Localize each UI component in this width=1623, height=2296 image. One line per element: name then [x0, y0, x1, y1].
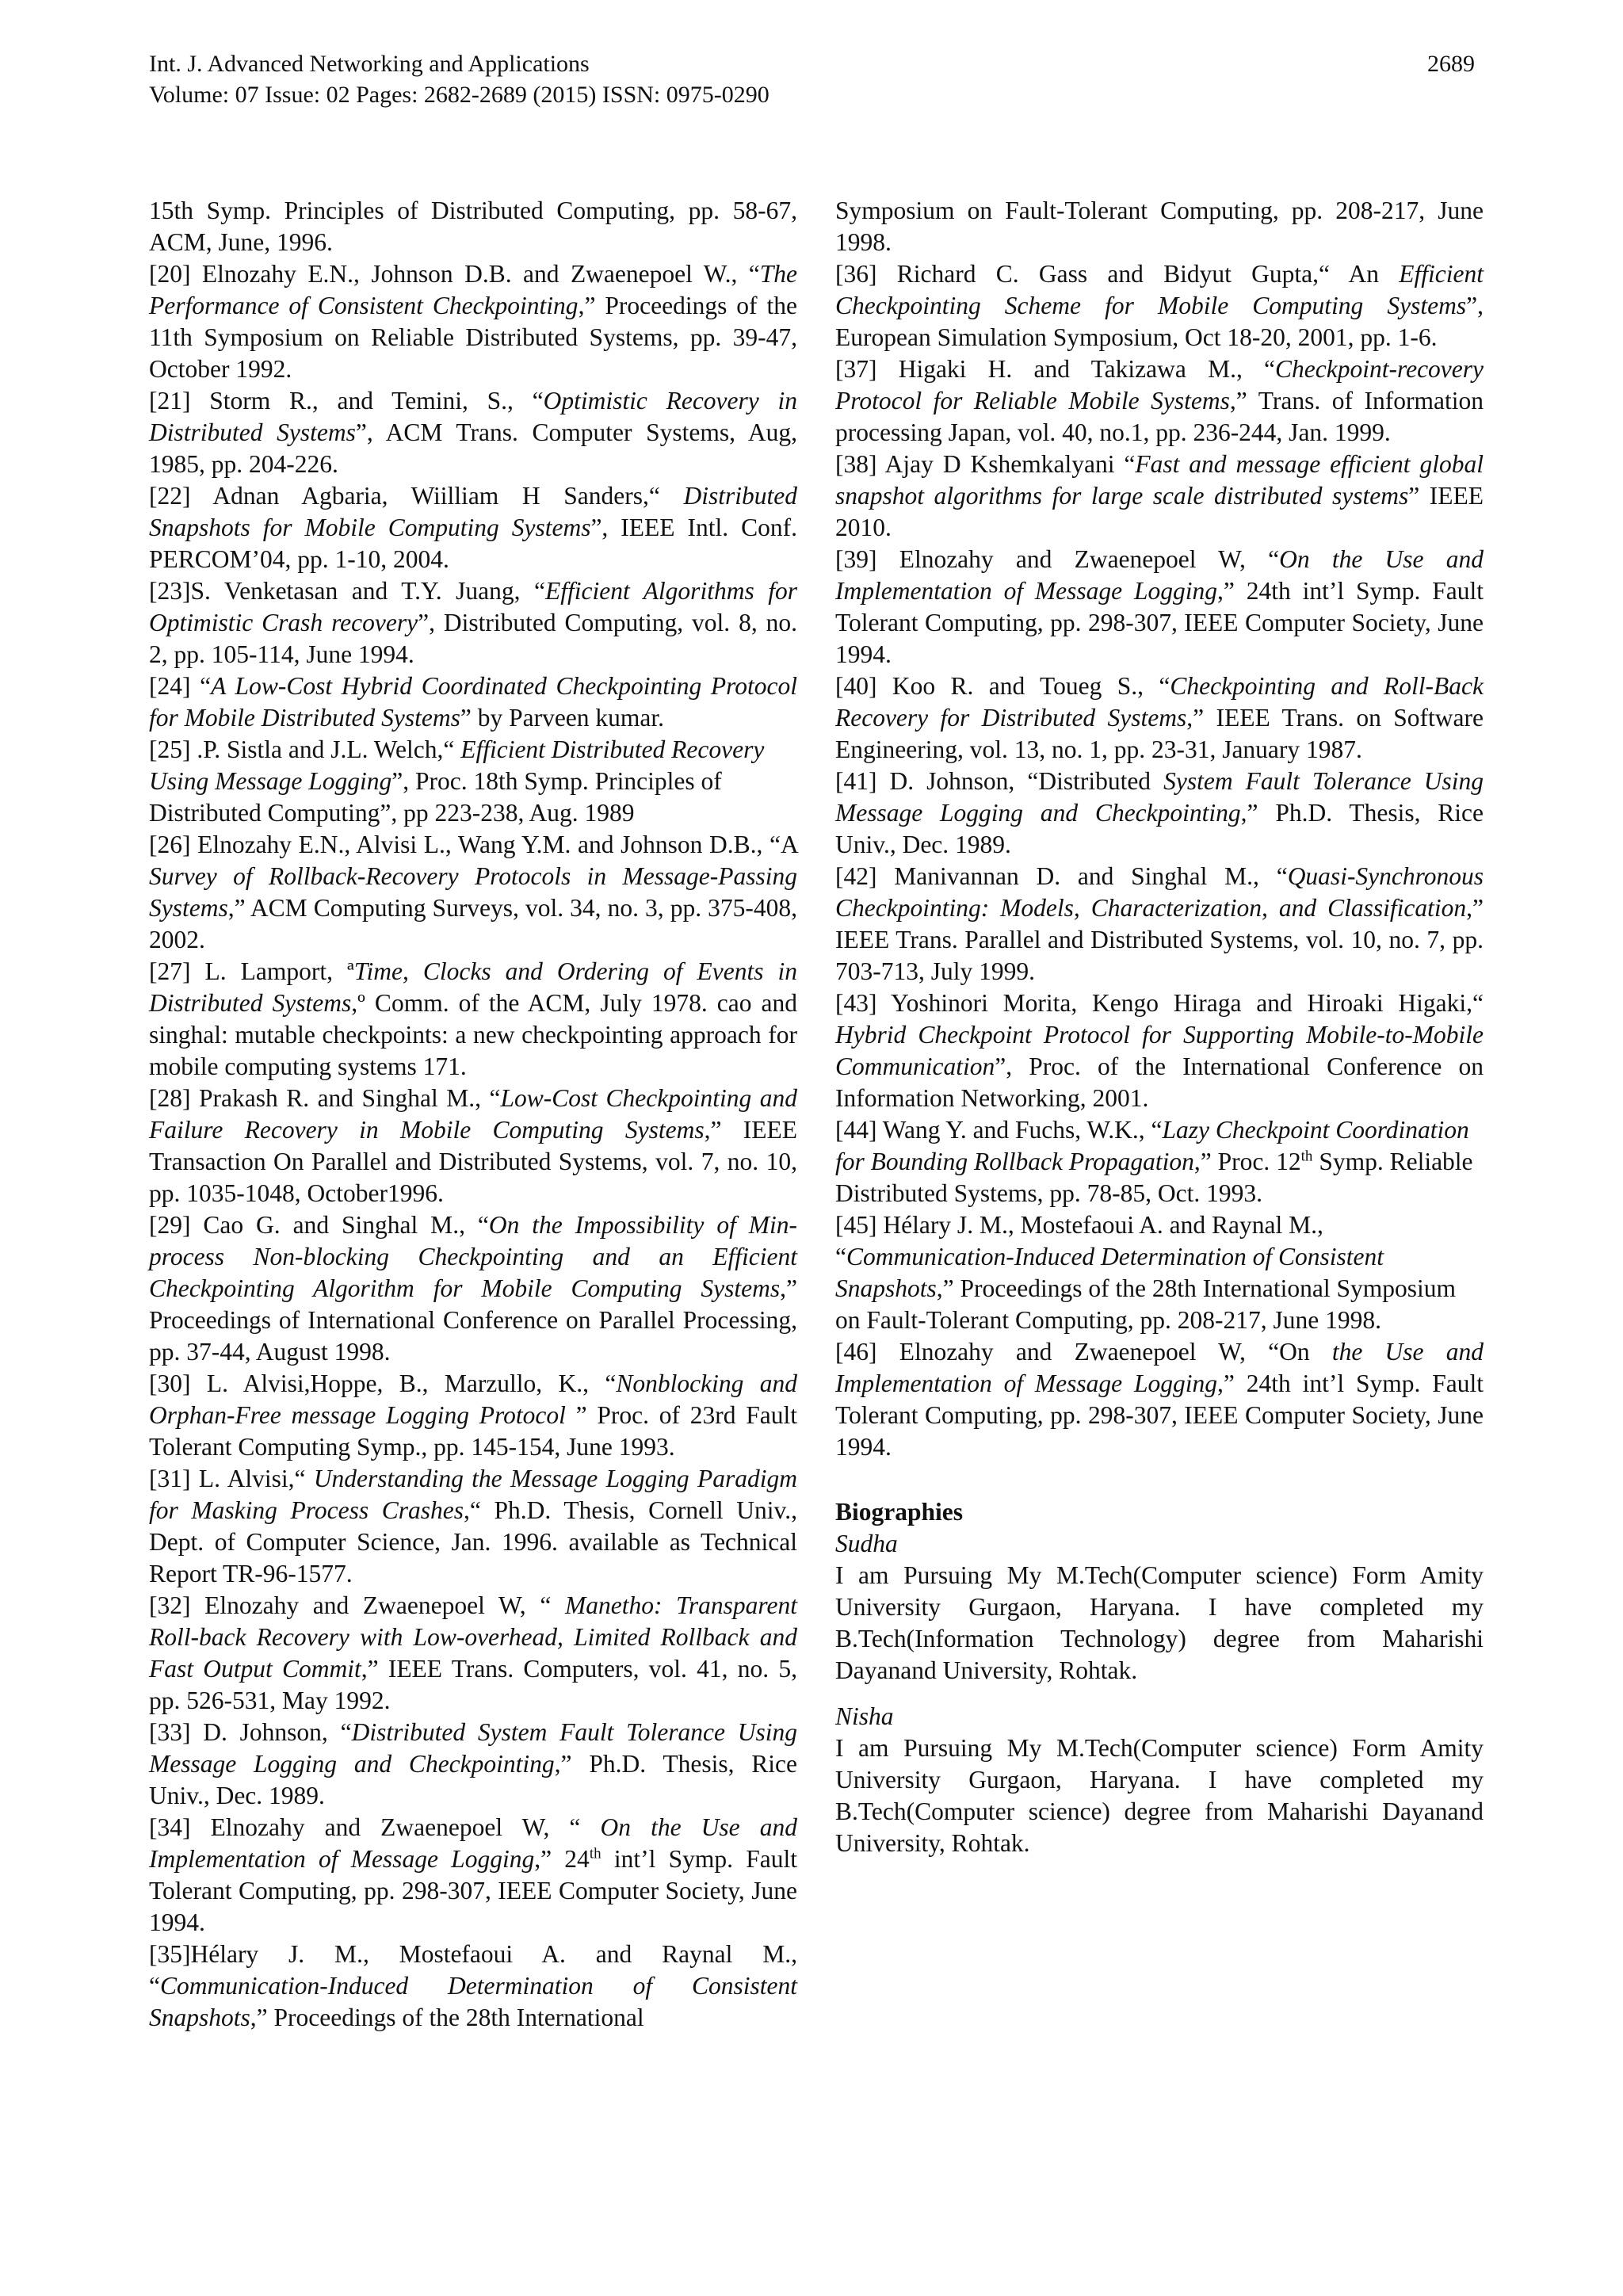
reference-entry: [835, 1209, 1484, 1336]
reference-text: ,” Proc. 12: [1193, 1148, 1301, 1175]
reference-text: [44] Wang Y. and Fuchs, W.K., “: [835, 1116, 1163, 1144]
reference-text: ”, ACM Trans. Computer Systems, Aug, 1985, pp. 204-226.: [149, 418, 798, 478]
reference-entry: [149, 1812, 797, 1939]
reference-text: ,” Proceedings of the 28th International: [250, 2004, 644, 2031]
reference-text: [38] Ajay D Kshemkalyani “: [835, 450, 1136, 478]
reference-entry: [835, 449, 1484, 544]
reference-entry: [149, 195, 797, 258]
reference-text: [39] Elnozahy and Zwaenepoel W, “: [835, 545, 1280, 573]
reference-entry: [835, 861, 1484, 988]
reference-text: ,” IEEE Trans. on Software Engineering, vol. 13, no. 1, pp. 23-31, January 1987.: [835, 704, 1484, 763]
reference-text: [22] Adnan Agbaria, Wiilliam H Sanders,“: [149, 482, 684, 510]
reference-entry: [149, 670, 797, 734]
reference-entry: [149, 829, 797, 956]
reference-text: ”, Proc. 18th Symp. Principles of Distributed Computing”, pp 223-238, Aug. 1989: [149, 767, 722, 827]
reference-title: Communication-Induced Determination of Consistent Snapshots: [835, 1243, 1384, 1302]
biographies-heading: Biographies: [835, 1498, 964, 1526]
reference-text: ,” IEEE Transaction On Parallel and Distributed Systems, vol. 7, no. 10, pp. 1035-1048, October1996.: [149, 1116, 797, 1207]
reference-title: Lazy Checkpoint Coordination for Bounding Rollback Propagation: [835, 1116, 1469, 1175]
reference-title: Understanding the Message Logging Paradigm for Masking Process Crashes: [149, 1465, 797, 1524]
reference-text: ,” IEEE Trans. Parallel and Distributed Systems, vol. 10, no. 7, pp. 703-713, July 1999.: [835, 894, 1484, 985]
reference-entry: [149, 1590, 797, 1717]
ordinal-superscript: th: [589, 1845, 601, 1862]
reference-title: Distributed Snapshots for Mobile Computing Systems: [149, 482, 797, 541]
ordinal-superscript: th: [1300, 1148, 1313, 1165]
reference-title: Checkpointing and Roll-Back Recovery for Distributed Systems: [835, 672, 1484, 732]
reference-title: Communication-Induced Determination of Consistent Snapshots: [149, 1972, 797, 2031]
reference-text: [28] Prakash R. and Singhal M., “: [149, 1084, 501, 1112]
reference-title: Hybrid Checkpoint Protocol for Supporting Mobile-to-Mobile Communication: [835, 1021, 1484, 1080]
reference-entry: [149, 1368, 797, 1463]
reference-text: ,” Trans. of Information processing Japan, vol. 40, no.1, pp. 236-244, Jan. 1999.: [835, 387, 1484, 446]
reference-title: Optimistic Recovery in Distributed Systems: [149, 387, 798, 446]
reference-title: Time, Clocks and Ordering of Events in Distributed Systems: [149, 957, 797, 1017]
reference-text: ”, Proc. of the International Conference on Information Networking, 2001.: [835, 1052, 1484, 1112]
reference-entry: [835, 258, 1484, 353]
bio-text-nisha: I am Pursuing My M.Tech(Computer science) Form Amity University Gurgaon, Haryana. I have completed my B.Tech(Computer science) degree from Maharishi Dayanand University, Rohtak.: [835, 1734, 1484, 1857]
reference-text: ”, Distributed Computing, vol. 8, no. 2, pp. 105-114, June 1994.: [149, 609, 797, 668]
reference-text: [45] Hélary J. M., Mostefaoui A. and Raynal M., “: [835, 1211, 1323, 1270]
reference-title: System Fault Tolerance Using Message Logging and Checkpointing: [835, 767, 1484, 827]
reference-title: Nonblocking and Orphan-Free message Logging Protocol: [149, 1370, 797, 1429]
reference-text: ,” Proceedings of the 11th Symposium on Reliable Distributed Systems, pp. 39-47, October 1992.: [149, 292, 797, 383]
reference-text: ” Proc. of 23rd Fault Tolerant Computing Symp., pp. 145-154, June 1993.: [149, 1401, 797, 1461]
reference-entry: [149, 258, 797, 385]
reference-text: [23]S. Venketasan and T.Y. Juang, “: [149, 577, 546, 605]
reference-text: [42] Manivannan D. and Singhal M., “: [835, 862, 1288, 890]
reference-text: [26] Elnozahy E.N., Alvisi L., Wang Y.M. and Johnson D.B., “A: [149, 831, 797, 858]
reference-text: [40] Koo R. and Toueg S., “: [835, 672, 1170, 700]
reference-entry: [149, 480, 797, 575]
reference-text: [43] Yoshinori Morita, Kengo Hiraga and Hiroaki Higaki,“: [835, 989, 1484, 1017]
reference-text: [30] L. Alvisi,Hoppe, B., Marzullo, K., “: [149, 1370, 617, 1397]
bio-name-sudha: Sudha: [835, 1530, 898, 1557]
reference-entry: [835, 195, 1484, 258]
reference-title: the Use and Implementation of Message Logging: [835, 1338, 1484, 1397]
volume-issue-line: Volume: 07 Issue: 02 Pages: 2682-2689 (2015) ISSN: 0975-0290: [149, 82, 769, 108]
reference-entry: [149, 1463, 797, 1590]
bio-name-nisha: Nisha: [835, 1702, 894, 1730]
reference-entry: [149, 1717, 797, 1812]
reference-text: ”, European Simulation Symposium, Oct 18-20, 2001, pp. 1-6.: [835, 292, 1484, 351]
reference-title: Low-Cost Checkpointing and Failure Recovery in Mobile Computing Systems: [149, 1084, 797, 1144]
reference-text: [24] “: [149, 672, 212, 700]
reference-text: ,” ACM Computing Surveys, vol. 34, no. 3, pp. 375-408, 2002.: [149, 894, 797, 953]
reference-title: Fast and message efficient global snapshot algorithms for large scale distributed systems: [835, 450, 1484, 510]
reference-text: [35]Hélary J. M., Mostefaoui A. and Raynal M., “: [149, 1940, 797, 2000]
reference-title: Efficient Algorithms for Optimistic Crash recovery: [149, 577, 797, 636]
reference-text: ,” 24th int’l Symp. Fault Tolerant Computing, pp. 298-307, IEEE Computer Society, June 1994.: [835, 577, 1484, 668]
reference-text: Symp. Reliable Distributed Systems, pp. 78-85, Oct. 1993.: [835, 1148, 1473, 1207]
reference-text: 15th Symp. Principles of Distributed Computing, pp. 58-67, ACM, June, 1996.: [149, 197, 797, 256]
reference-text: [33] D. Johnson, “: [149, 1718, 352, 1746]
reference-entry: [149, 734, 797, 829]
reference-text: [36] Richard C. Gass and Bidyut Gupta,“ An: [835, 260, 1400, 288]
reference-entry: [149, 385, 797, 480]
reference-text: ,” Proceedings of the 28th International Symposium on Fault-Tolerant Computing, pp. 208-217, June 1998.: [835, 1274, 1457, 1334]
reference-entry: [149, 1083, 797, 1209]
reference-text: [46] Elnozahy and Zwaenepoel W, “On: [835, 1338, 1332, 1366]
reference-entry: [149, 956, 797, 1083]
reference-entry: [149, 1939, 797, 2034]
right-reference-list: [835, 195, 1484, 1463]
reference-entry: [835, 988, 1484, 1114]
reference-entry: [835, 766, 1484, 861]
reference-title: Checkpoint-recovery Protocol for Reliable Mobile Systems: [835, 355, 1484, 415]
reference-title: The Performance of Consistent Checkpointing: [149, 260, 797, 319]
reference-title: Quasi-Synchronous Checkpointing: Models, Characterization, and Classification: [835, 862, 1484, 922]
reference-entry: [149, 575, 797, 670]
reference-title: Survey of Rollback-Recovery Protocols in Message-Passing Systems: [149, 862, 797, 922]
reference-text: ,” 24th int’l Symp. Fault Tolerant Computing, pp. 298-307, IEEE Computer Society, June 1994.: [835, 1370, 1484, 1461]
reference-entry: [835, 1336, 1484, 1463]
reference-entry: [835, 544, 1484, 670]
reference-text: [34] Elnozahy and Zwaenepoel W, “: [149, 1813, 601, 1841]
reference-title: Distributed System Fault Tolerance Using Message Logging and Checkpointing: [149, 1718, 798, 1778]
reference-text: [25] .P. Sistla and J.L. Welch,“: [149, 735, 461, 763]
reference-text: ” by Parveen kumar.: [460, 704, 665, 732]
journal-title: Int. J. Advanced Networking and Applications: [149, 51, 590, 77]
reference-text: [37] Higaki H. and Takizawa M., “: [835, 355, 1276, 383]
reference-title: On the Use and Implementation of Message Logging: [835, 545, 1484, 605]
reference-title: On the Use and Implementation of Message Logging: [149, 1813, 797, 1873]
reference-text: ” IEEE 2010.: [835, 482, 1484, 541]
reference-title: Efficient Checkpointing Scheme for Mobile Computing Systems: [835, 260, 1484, 319]
reference-entry: [149, 1209, 797, 1368]
page-number: 2689: [1427, 51, 1475, 77]
reference-text: ,“ Ph.D. Thesis, Cornell Univ., Dept. of Computer Science, Jan. 1996. available as Technical Report TR-96-1577.: [149, 1496, 797, 1587]
bio-text-sudha: I am Pursuing My M.Tech(Computer science) Form Amity University Gurgaon, Haryana. I have completed my B.Tech(Information Technology) degree from Maharishi Dayanand University, Rohtak.: [835, 1561, 1484, 1684]
reference-text: ”, IEEE Intl. Conf. PERCOM’04, pp. 1-10, 2004.: [149, 514, 797, 573]
reference-text: ,º Comm. of the ACM, July 1978. cao and singhal: mutable checkpoints: a new checkpointing approach for mobile computing systems 171.: [149, 989, 797, 1080]
reference-text: ,” IEEE Trans. Computers, vol. 41, no. 5, pp. 526-531, May 1992.: [149, 1655, 797, 1714]
reference-text: [20] Elnozahy E.N., Johnson D.B. and Zwaenepoel W., “: [149, 260, 760, 288]
reference-text: [29] Cao G. and Singhal M., “: [149, 1211, 489, 1239]
reference-text: [27] L. Lamport, ª: [149, 957, 354, 985]
reference-text: [32] Elnozahy and Zwaenepoel W, “: [149, 1591, 565, 1619]
reference-title: A Low-Cost Hybrid Coordinated Checkpointing Protocol for Mobile Distributed Systems: [149, 672, 797, 732]
reference-title: Manetho: Transparent Roll-back Recovery with Low-overhead, Limited Rollback and Fast Output Commit: [149, 1591, 797, 1683]
reference-text: ,” Proceedings of International Conference on Parallel Processing, pp. 37-44, August 1998.: [149, 1274, 797, 1366]
reference-text: ,” Ph.D. Thesis, Rice Univ., Dec. 1989.: [149, 1750, 797, 1809]
reference-text: ,” 24: [534, 1845, 590, 1873]
reference-text: ,” Ph.D. Thesis, Rice Univ., Dec. 1989.: [835, 799, 1484, 858]
left-column: [149, 195, 797, 2034]
reference-entry: [835, 353, 1484, 449]
reference-text: Symposium on Fault-Tolerant Computing, pp. 208-217, June 1998.: [835, 197, 1484, 256]
reference-title: On the Impossibility of Min-process Non-blocking Checkpointing and an Efficient Checkpointing Algorithm for Mobile Computing Systems: [149, 1211, 797, 1302]
reference-text: [41] D. Johnson, “Distributed: [835, 767, 1164, 795]
reference-title: Efficient Distributed Recovery Using Message Logging: [149, 735, 765, 795]
reference-text: int’l Symp. Fault Tolerant Computing, pp. 298-307, IEEE Computer Society, June 1994.: [149, 1845, 797, 1936]
reference-text: [21] Storm R., and Temini, S., “: [149, 387, 544, 415]
reference-entry: [835, 670, 1484, 766]
reference-entry: [835, 1114, 1484, 1209]
right-column: [835, 195, 1484, 1859]
reference-text: [31] L. Alvisi,“: [149, 1465, 314, 1492]
